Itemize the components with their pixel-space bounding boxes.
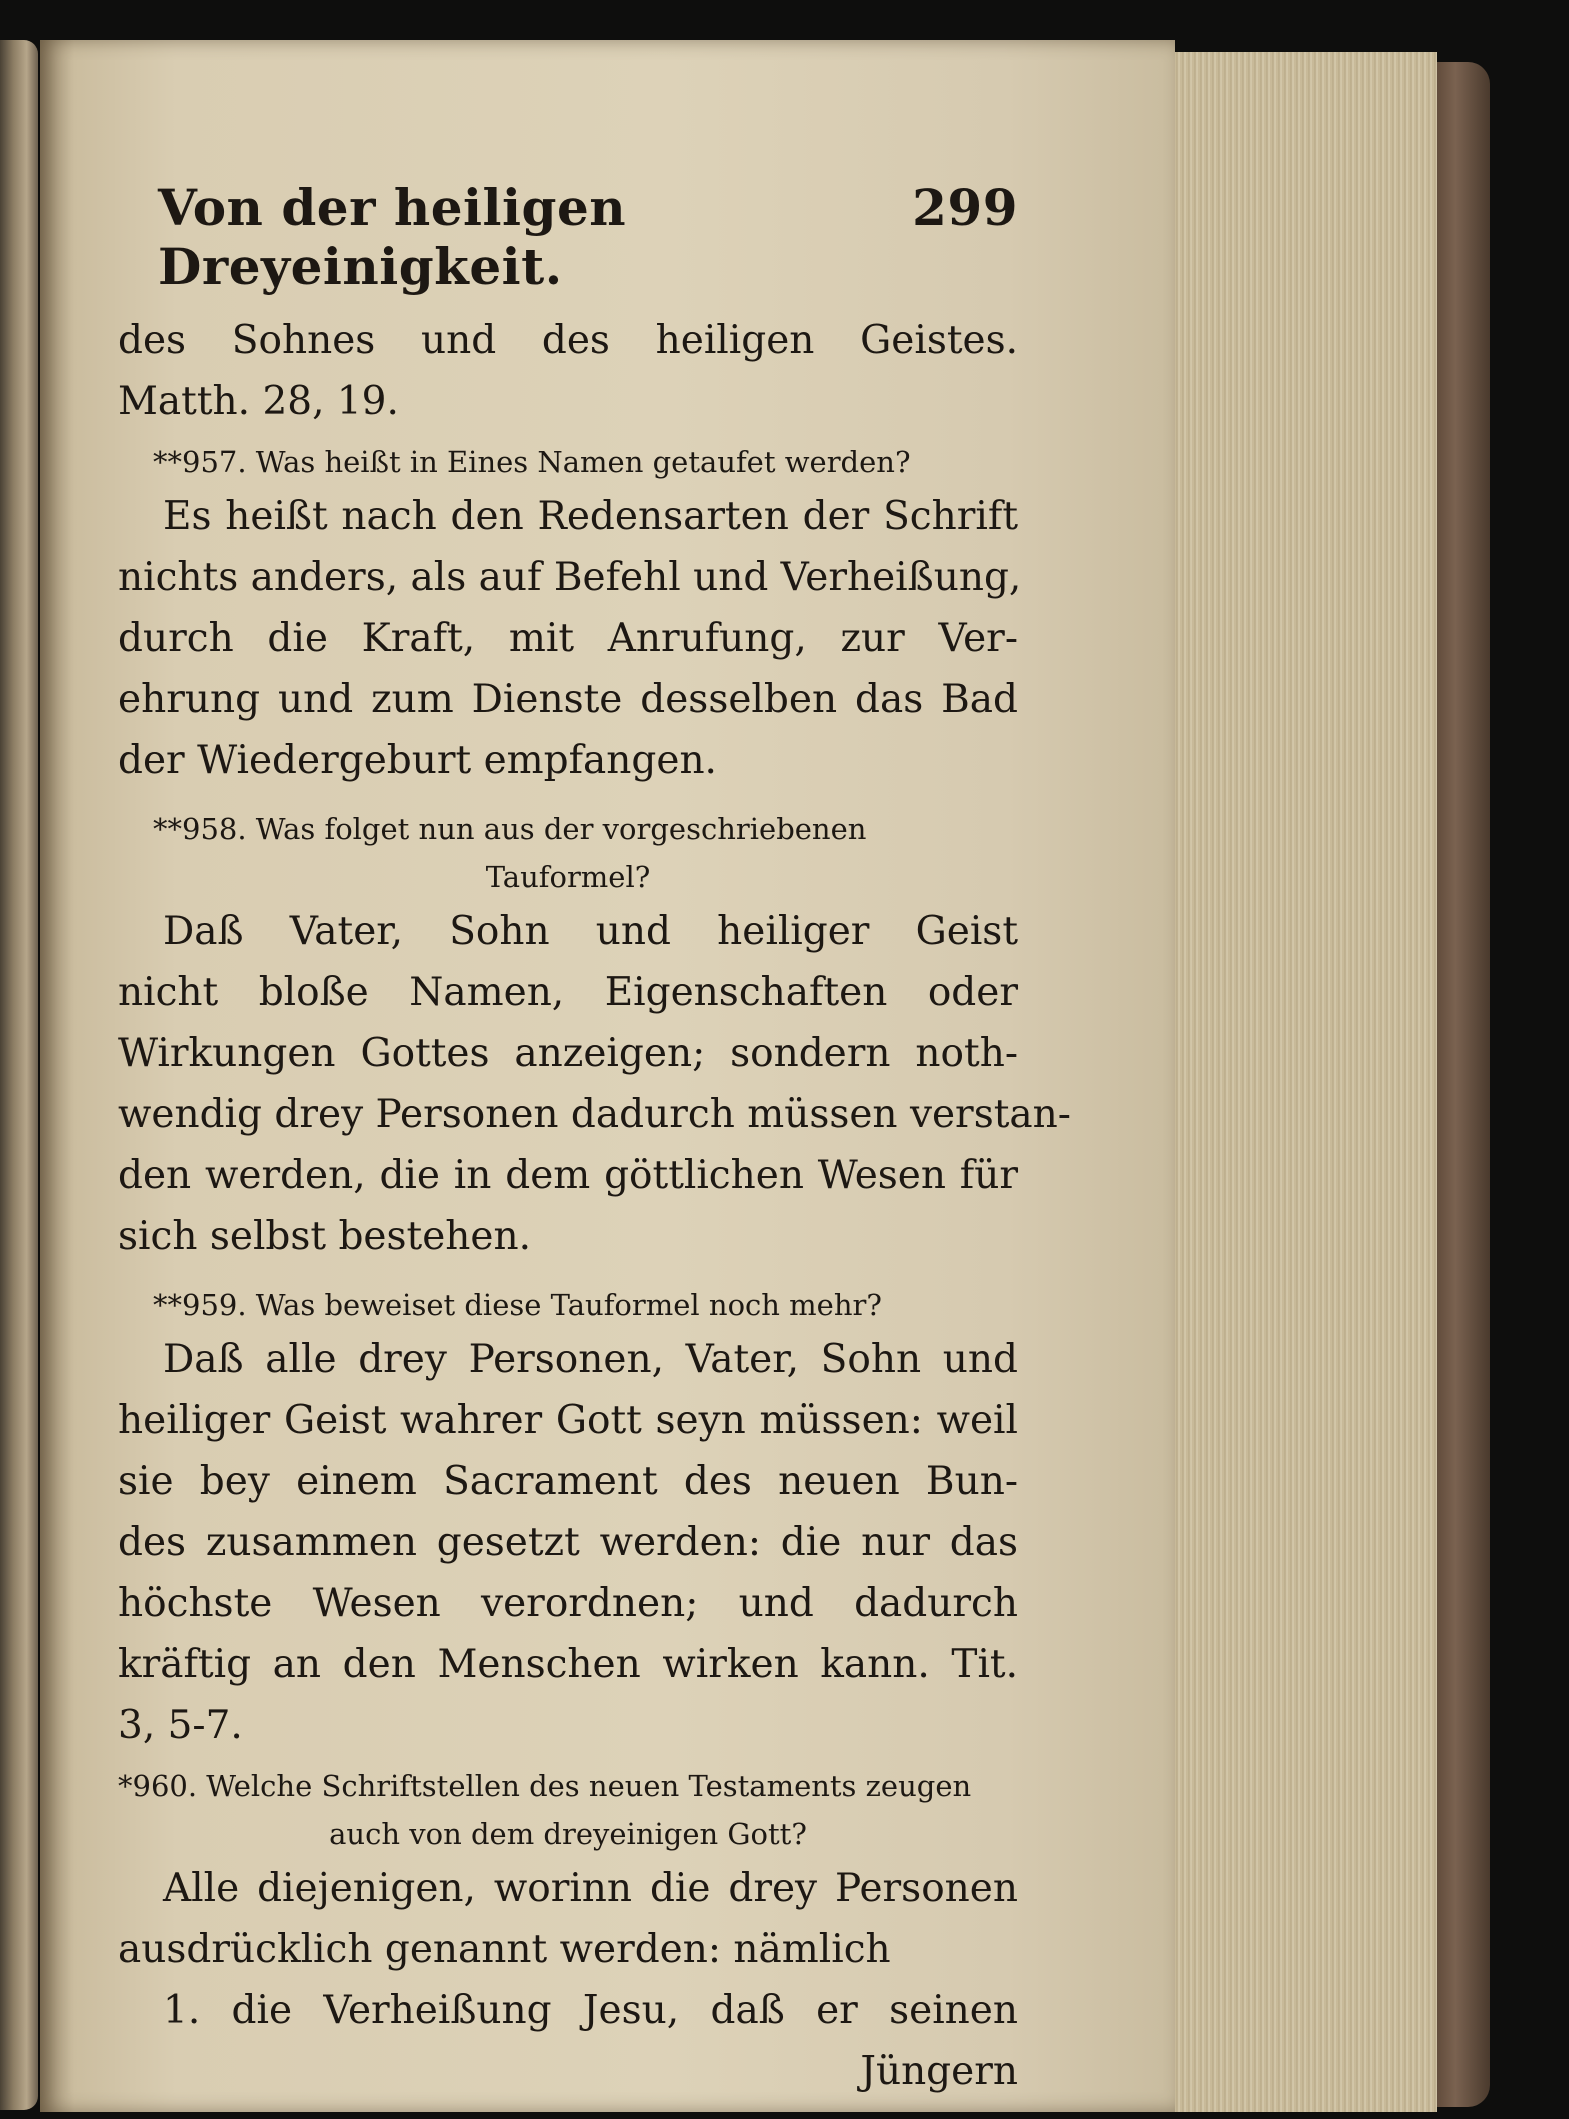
text-line: des Sohnes und des heiligen Geistes. (118, 318, 1018, 363)
answer-line: ausdrücklich genannt werden: nämlich (118, 1927, 891, 1972)
answer-line: nichts anders, als auf Befehl und Verheißung, (118, 555, 1022, 600)
page-fore-edge (1173, 52, 1437, 2112)
question-heading: *960. Welche Schriftstellen des neuen Testaments zeugen (118, 1769, 972, 1803)
question-heading: **958. Was folget nun aus der vorgeschriebenen (153, 812, 867, 846)
answer-line: wendig drey Personen dadurch müssen verstan- (118, 1092, 1071, 1137)
question-heading: **959. Was beweiset diese Tauformel noch mehr? (153, 1288, 882, 1322)
question-heading: auch von dem dreyeinigen Gott? (329, 1817, 807, 1851)
answer-line: nicht bloße Namen, Eigenschaften oder (118, 970, 1018, 1015)
answer-line: ehrung und zum Dienste desselben das Bad (118, 677, 1018, 722)
answer-line: des zusammen gesetzt werden: die nur das (118, 1520, 1018, 1565)
answer-line: Daß alle drey Personen, Vater, Sohn und (163, 1337, 1018, 1382)
answer-line: Es heißt nach den Redensarten der Schrift (163, 494, 1018, 539)
book-cover-edge (1432, 62, 1490, 2107)
answer-line: sie bey einem Sacrament des neuen Bun- (118, 1459, 1018, 1504)
answer-line: heiliger Geist wahrer Gott seyn müssen: weil (118, 1398, 1018, 1443)
answer-line: Wirkungen Gottes anzeigen; sondern noth- (118, 1031, 1018, 1076)
question-heading: Tauformel? (485, 860, 651, 894)
answer-line: kräftig an den Menschen wirken kann. Tit. (118, 1642, 1018, 1687)
answer-line: 3, 5-7. (118, 1703, 243, 1748)
catchword: Jüngern (860, 2049, 1018, 2094)
left-page-edge (0, 40, 38, 2110)
answer-line: 1. die Verheißung Jesu, daß er seinen (163, 1988, 1018, 2033)
page-text (118, 178, 1071, 2102)
answer-line: Alle diejenigen, worinn die drey Personen (163, 1866, 1018, 1911)
question-heading: **957. Was heißt in Eines Namen getaufet werden? (153, 445, 911, 479)
answer-line: Daß Vater, Sohn und heiliger Geist (163, 909, 1018, 954)
answer-line: sich selbst bestehen. (118, 1214, 531, 1259)
text-line: Matth. 28, 19. (118, 379, 399, 424)
answer-line: der Wiedergeburt empfangen. (118, 738, 717, 783)
page-header (158, 178, 1018, 296)
answer-line: durch die Kraft, mit Anrufung, zur Ver- (118, 616, 1018, 661)
answer-line: den werden, die in dem göttlichen Wesen für (118, 1153, 1018, 1198)
page-number: 299 (912, 178, 1018, 237)
answer-line: höchste Wesen verordnen; und dadurch (118, 1581, 1018, 1626)
running-head: Von der heiligen Dreyeinigkeit. (158, 178, 627, 296)
